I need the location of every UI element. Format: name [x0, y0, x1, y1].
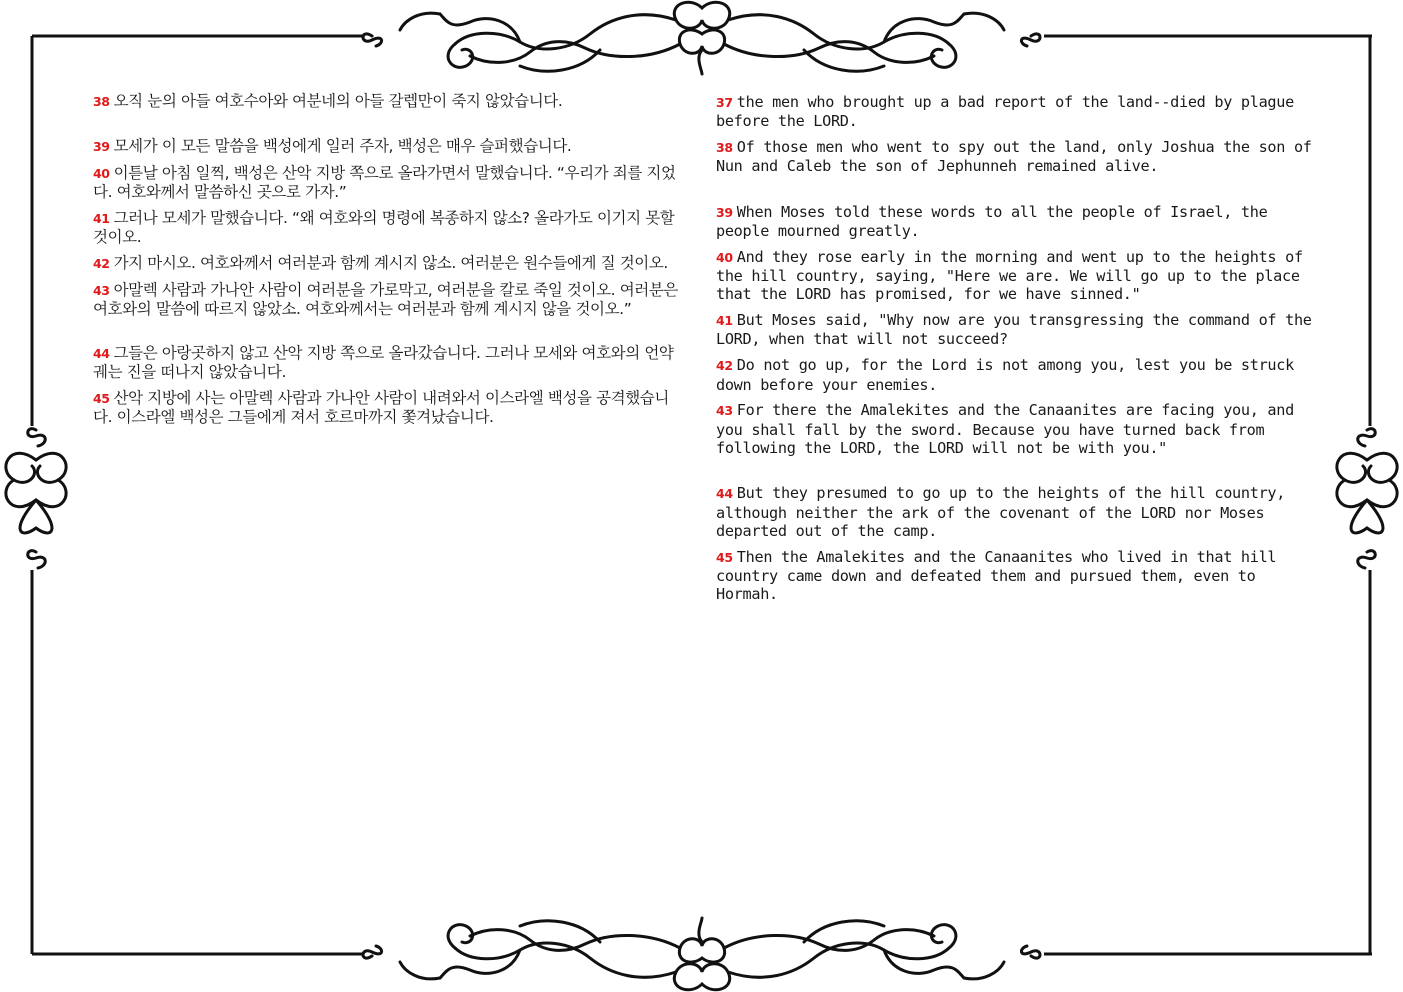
- verse-number: 41: [716, 313, 733, 329]
- verse-en-43: [716, 401, 1316, 457]
- verse-number: 44: [716, 486, 733, 502]
- verse-text: 그러나 모세가 말했습니다. “왜 여호와의 명령에 복종하지 않소? 올라가도 이기지 못할 것이오.: [93, 209, 675, 246]
- verse-number: 45: [93, 391, 110, 406]
- verse-en-45: [716, 548, 1316, 604]
- korean-text-column: [93, 92, 683, 434]
- verse-ko-45: [93, 389, 683, 426]
- verse-number: 38: [93, 94, 110, 109]
- verse-text: But Moses said, "Why now are you transgressing the command of the LORD, when that will not succeed?: [716, 311, 1312, 349]
- verse-ko-41: [93, 209, 683, 246]
- verse-ko-38: [93, 92, 683, 111]
- verse-number: 40: [93, 166, 110, 181]
- verse-ko-42: [93, 254, 683, 273]
- verse-text: For there the Amalekites and the Canaanites are facing you, and you shall fall by the sword. Because you have turned back from following the LORD, the LORD will not be with you.": [716, 401, 1294, 457]
- verse-number: 38: [716, 140, 733, 156]
- bottom-flourish: [363, 918, 1040, 990]
- verse-number: 44: [93, 346, 110, 361]
- verse-text: the men who brought up a bad report of the land--died by plague before the LORD.: [716, 93, 1294, 131]
- verse-en-40: [716, 248, 1316, 304]
- verse-en-42: [716, 356, 1316, 394]
- verse-text: 가지 마시오. 여호와께서 여러분과 함께 계시지 않소. 여러분은 원수들에게 질 것이오.: [113, 254, 668, 272]
- verse-text: 그들은 아랑곳하지 않고 산악 지방 쪽으로 올라갔습니다. 그러나 모세와 여호와의 언약궤는 진을 떠나지 않았습니다.: [93, 344, 674, 381]
- verse-number: 39: [93, 139, 110, 154]
- verse-text: 산악 지방에 사는 아말렉 사람과 가나안 사람이 내려와서 이스라엘 백성을 공격했습니다. 이스라엘 백성은 그들에게 져서 호르마까지 쫓겨났습니다.: [93, 389, 669, 426]
- verse-number: 42: [93, 256, 110, 271]
- verse-number: 45: [716, 549, 733, 565]
- verse-number: 43: [93, 283, 110, 298]
- verse-number: 41: [93, 211, 110, 226]
- verse-text: 모세가 이 모든 말씀을 백성에게 일러 주자, 백성은 매우 슬퍼했습니다.: [113, 137, 572, 155]
- verse-number: 39: [716, 204, 733, 220]
- verse-ko-44: [93, 344, 683, 381]
- verse-text: 이튿날 아침 일찍, 백성은 산악 지방 쪽으로 올라가면서 말했습니다. “우리가 죄를 지었다. 여호와께서 말씀하신 곳으로 가자.”: [93, 164, 676, 201]
- verse-number: 40: [716, 249, 733, 265]
- right-flourish: [1337, 429, 1397, 568]
- verse-en-41: [716, 311, 1316, 349]
- left-flourish: [6, 429, 66, 568]
- top-flourish: [363, 2, 1040, 74]
- verse-text: 아말렉 사람과 가나안 사람이 여러분을 가로막고, 여러분을 칼로 죽일 것이오. 여러분은 여호와의 말씀에 따르지 않았소. 여호와께서는 여러분과 함께 계시지 않을 것이오.”: [93, 281, 678, 318]
- verse-text: And they rose early in the morning and went up to the heights of the hill country, saying, "Here we are. We will go up to the place that the LORD has promised, for we have sinned.": [716, 247, 1303, 304]
- verse-text: But they presumed to go up to the heights of the hill country, although neither the ark of the covenant of the LORD nor Moses departed out of the camp.: [716, 484, 1286, 540]
- verse-number: 42: [716, 358, 733, 374]
- verse-ko-40: [93, 164, 683, 201]
- verse-text: When Moses told these words to all the people of Israel, the people mourned greatly.: [716, 202, 1268, 240]
- verse-text: Do not go up, for the Lord is not among you, lest you be struck down before your enemies.: [716, 356, 1294, 394]
- verse-en-39: [716, 203, 1316, 241]
- verse-ko-43: [93, 281, 683, 318]
- verse-en-44: [716, 484, 1316, 540]
- english-text-column: [716, 93, 1316, 611]
- verse-en-37: [716, 93, 1316, 131]
- verse-en-38: [716, 138, 1316, 176]
- verse-ko-39: [93, 137, 683, 156]
- verse-text: Then the Amalekites and the Canaanites who lived in that hill country came down and defeated them and pursued them, even to Hormah.: [716, 547, 1277, 604]
- verse-text: Of those men who went to spy out the land, only Joshua the son of Nun and Caleb the son of Jephunneh remained alive.: [716, 138, 1312, 176]
- verse-number: 43: [716, 403, 733, 419]
- verse-number: 37: [716, 95, 733, 110]
- verse-text: 오직 눈의 아들 여호수아와 여분네의 아들 갈렙만이 죽지 않았습니다.: [113, 92, 563, 110]
